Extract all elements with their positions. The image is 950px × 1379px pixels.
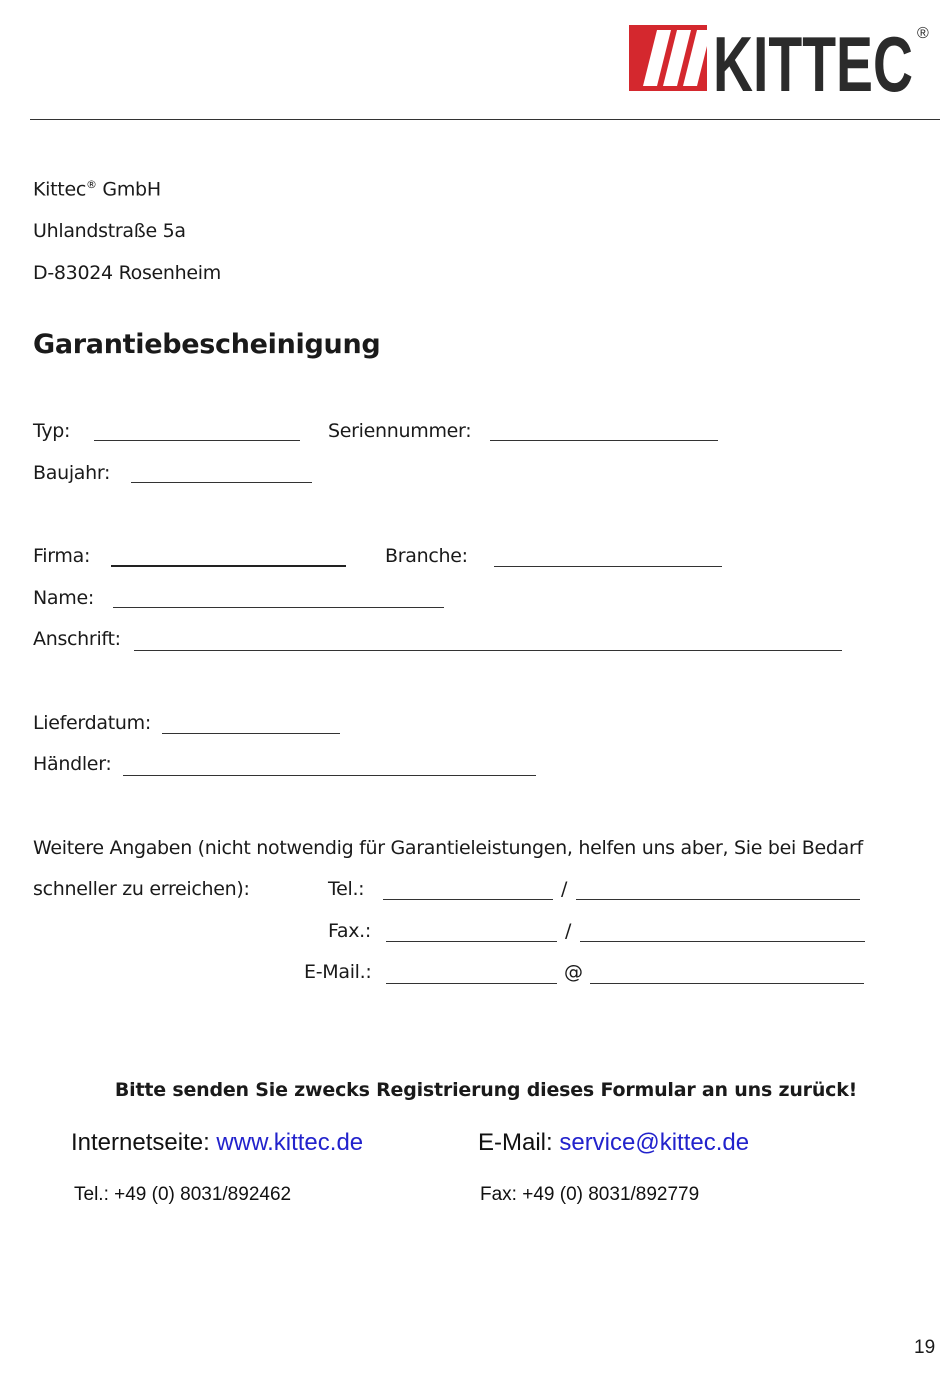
email-local-field[interactable] (386, 983, 557, 984)
tel-slash: / (561, 878, 568, 900)
registered-mark: ® (917, 25, 929, 42)
name-field[interactable] (113, 607, 444, 608)
lieferdatum-label: Lieferdatum: (33, 712, 151, 734)
typ-label: Typ: (33, 420, 71, 442)
email-domain-field[interactable] (590, 983, 864, 984)
contact-tel: Tel.: +49 (0) 8031/892462 (74, 1184, 292, 1205)
website-line (71, 1129, 363, 1157)
baujahr-label: Baujahr: (33, 462, 111, 484)
company-name: Kittec® GmbH (33, 178, 161, 201)
haendler-field[interactable] (123, 775, 536, 776)
website-link[interactable]: www.kittec.de (216, 1129, 364, 1156)
haendler-label: Händler: (33, 753, 112, 775)
company-city: D-83024 Rosenheim (33, 262, 221, 284)
serial-label: Seriennummer: (328, 420, 472, 442)
kittec-logo-mark (629, 20, 937, 96)
tel-label: Tel.: (328, 878, 365, 900)
website-label: Internetseite: (71, 1129, 217, 1156)
contact-email-link[interactable]: service@kittec.de (559, 1129, 750, 1156)
kittec-logo (629, 20, 937, 96)
typ-field[interactable] (94, 440, 300, 441)
fax-prefix-field[interactable] (386, 941, 557, 942)
kittec-logo-text: KITTEC (713, 20, 913, 96)
contact-email-label: E-Mail: (478, 1129, 560, 1156)
fax-label: Fax.: (328, 920, 372, 942)
extra-intro-line1: Weitere Angaben (nicht notwendig für Garantieleistungen, helfen uns aber, Sie bei Bedarf (33, 837, 863, 859)
email-label: E-Mail.: (304, 961, 372, 983)
firma-field[interactable] (111, 565, 346, 567)
firma-label: Firma: (33, 545, 91, 567)
tel-prefix-field[interactable] (383, 899, 553, 900)
header-rule (30, 119, 940, 120)
fax-slash: / (565, 920, 572, 942)
page-number: 19 (914, 1337, 936, 1358)
baujahr-field[interactable] (131, 482, 312, 483)
branche-label: Branche: (385, 545, 468, 567)
lieferdatum-field[interactable] (162, 733, 340, 734)
contact-email-line (478, 1129, 749, 1157)
anschrift-label: Anschrift: (33, 628, 121, 650)
name-label: Name: (33, 587, 94, 609)
page-title: Garantiebescheinigung (33, 329, 381, 360)
company-street: Uhlandstraße 5a (33, 220, 186, 242)
fax-number-field[interactable] (580, 941, 865, 942)
serial-field[interactable] (490, 440, 718, 441)
tel-number-field[interactable] (576, 899, 860, 900)
branche-field[interactable] (494, 566, 722, 567)
email-at: @ (564, 961, 583, 983)
contact-fax: Fax: +49 (0) 8031/892779 (480, 1184, 700, 1205)
anschrift-field[interactable] (134, 650, 842, 651)
registration-note: Bitte senden Sie zwecks Registrierung dieses Formular an uns zurück! (114, 1079, 858, 1101)
extra-intro-line2: schneller zu erreichen): (33, 878, 250, 900)
